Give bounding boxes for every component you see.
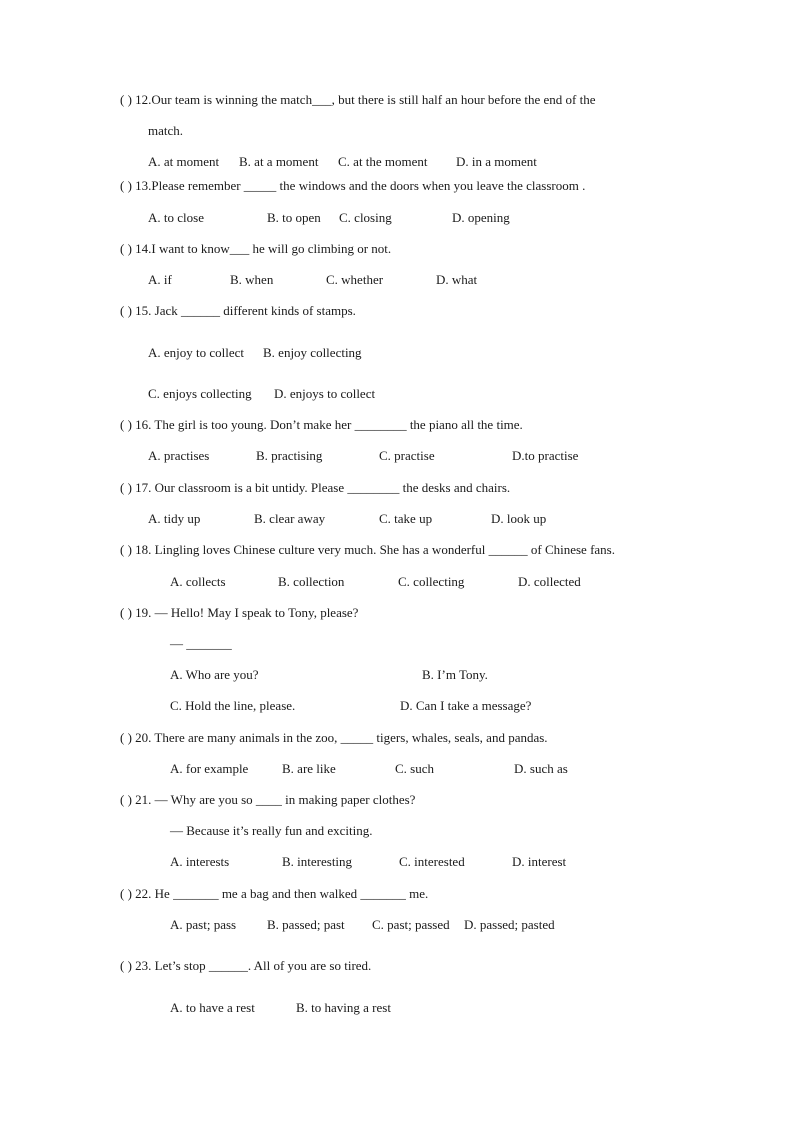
q15-option-d: D. enjoys to collect <box>274 386 376 401</box>
question-14-stem: ( ) 14.I want to know___ he will go climbing or not. <box>120 241 392 256</box>
question-20-stem: ( ) 20. There are many animals in the zoo, _____ tigers, whales, seals, and pandas. <box>120 730 548 745</box>
q12-option-b: B. at a moment <box>239 154 319 169</box>
q22-option-c: C. past; passed <box>372 917 450 932</box>
question-23-stem: ( ) 23. Let’s stop ______. All of you are so tired. <box>120 958 372 973</box>
question-13-stem: ( ) 13.Please remember _____ the windows and the doors when you leave the classroom . <box>120 178 586 193</box>
q13-option-b: B. to open <box>267 210 321 225</box>
q22-option-d: D. passed; pasted <box>464 917 555 932</box>
q21-option-d: D. interest <box>512 854 567 869</box>
q23-option-a: A. to have a rest <box>170 1000 255 1015</box>
q19-option-a: A. Who are you? <box>170 667 259 682</box>
q13-option-d: D. opening <box>452 210 510 225</box>
q18-option-b: B. collection <box>278 574 345 589</box>
q14-option-a: A. if <box>148 272 172 287</box>
q16-option-a: A. practises <box>148 448 210 463</box>
q19-option-b: B. I’m Tony. <box>422 667 488 682</box>
question-17-stem: ( ) 17. Our classroom is a bit untidy. Please ________ the desks and chairs. <box>120 480 511 495</box>
q14-option-d: D. what <box>436 272 478 287</box>
q16-option-c: C. practise <box>379 448 435 463</box>
q18-option-d: D. collected <box>518 574 581 589</box>
q17-option-d: D. look up <box>491 511 547 526</box>
q16-option-d: D.to practise <box>512 448 579 463</box>
question-22-stem: ( ) 22. He _______ me a bag and then walked _______ me. <box>120 886 429 901</box>
q14-option-b: B. when <box>230 272 274 287</box>
q21-option-b: B. interesting <box>282 854 353 869</box>
q18-option-a: A. collects <box>170 574 226 589</box>
q22-option-b: B. passed; past <box>267 917 345 932</box>
q19-option-d: D. Can I take a message? <box>400 698 532 713</box>
q21-option-a: A. interests <box>170 854 230 869</box>
question-18-stem: ( ) 18. Lingling loves Chinese culture very much. She has a wonderful ______ of Chinese fans. <box>120 542 615 557</box>
q20-option-b: B. are like <box>282 761 336 776</box>
q13-option-a: A. to close <box>148 210 204 225</box>
q20-option-d: D. such as <box>514 761 568 776</box>
question-19-reply: — _______ <box>170 636 232 651</box>
q18-option-c: C. collecting <box>398 574 465 589</box>
q15-option-a: A. enjoy to collect <box>148 345 245 360</box>
q12-option-c: C. at the moment <box>338 154 428 169</box>
question-16-stem: ( ) 16. The girl is too young. Don’t make her ________ the piano all the time. <box>120 417 523 432</box>
q14-option-c: C. whether <box>326 272 384 287</box>
q23-option-b: B. to having a rest <box>296 1000 391 1015</box>
q12-option-a: A. at moment <box>148 154 220 169</box>
question-12-stem-cont: match. <box>148 123 184 138</box>
q13-option-c: C. closing <box>339 210 392 225</box>
question-12-stem: ( ) 12.Our team is winning the match___, but there is still half an hour before the end of the <box>120 92 596 107</box>
q17-option-c: C. take up <box>379 511 433 526</box>
q20-option-a: A. for example <box>170 761 249 776</box>
q15-option-c: C. enjoys collecting <box>148 386 252 401</box>
q19-option-c: C. Hold the line, please. <box>170 698 296 713</box>
q20-option-c: C. such <box>395 761 434 776</box>
q12-option-d: D. in a moment <box>456 154 537 169</box>
q17-option-a: A. tidy up <box>148 511 201 526</box>
q15-option-b: B. enjoy collecting <box>263 345 362 360</box>
question-21-reply: — Because it’s really fun and exciting. <box>170 823 373 838</box>
q21-option-c: C. interested <box>399 854 465 869</box>
q22-option-a: A. past; pass <box>170 917 237 932</box>
question-21-stem: ( ) 21. — Why are you so ____ in making paper clothes? <box>120 792 416 807</box>
q16-option-b: B. practising <box>256 448 323 463</box>
q17-option-b: B. clear away <box>254 511 326 526</box>
question-19-stem: ( ) 19. — Hello! May I speak to Tony, please? <box>120 605 359 620</box>
question-15-stem: ( ) 15. Jack ______ different kinds of stamps. <box>120 303 356 318</box>
